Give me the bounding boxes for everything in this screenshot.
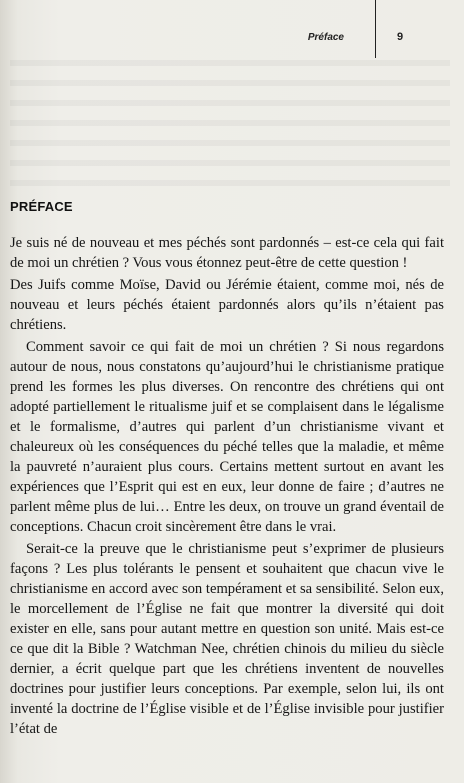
section-title: PRÉFACE <box>10 199 73 214</box>
body-text <box>10 233 444 739</box>
page-number: 9 <box>397 31 404 43</box>
paragraph: Je suis né de nouveau et mes péchés sont pardonnés – est-ce cela qui fait de moi un chrétien ? Vous vous étonnez peut-être de cette question ! <box>10 235 444 271</box>
header-divider <box>375 0 376 58</box>
show-through-text <box>10 60 450 190</box>
paragraph: Comment savoir ce qui fait de moi un chrétien ? Si nous regardons autour de nous, nous constatons qu’aujourd’hui le christianisme pratique prend les formes les plus diverses. On rencontre des chrétiens qui ont adopté partiellement le ritualisme juif et se complaisent dans le légalisme et le formalisme, d’autres qui parlent d’un christianisme vivant et chaleureux où les conséquences du péché telles que la maladie, et même la pauvreté n’auraient plus cours. Certains mettent surtout en avant les expériences que l’Esprit qui est en eux, leur donne de faire ; d’autres ne parlent même plus de lui… Entre les deux, on trouve un grand éventail de conceptions. Chacun croit sincèrement être dans le vrai. <box>10 339 444 535</box>
paragraph: Des Juifs comme Moïse, David ou Jérémie étaient, comme moi, nés de nouveau et leurs péchés étaient pardonnés alors qu’ils n’étaient pas chrétiens. <box>10 277 444 333</box>
paragraph: Serait-ce la preuve que le christianisme peut s’exprimer de plusieurs façons ? Les plus tolérants le pensent et souhaitent que chacun vive le christianisme en accord avec son tempérament et sa sensibilité. Selon eux, le morcellement de l’Église ne fait que montrer la diversité qui doit exister en elle, sans pour autant mettre en question son unité. Mais est-ce ce que dit la Bible ? Watchman Nee, chrétien chinois du milieu du siècle dernier, a écrit quelque part que les chrétiens inventent de nouvelles doctrines pour justifier leurs conceptions. Par exemple, selon lui, ils ont inventé la doctrine de l’Église visible et de l’Église invisible pour justifier l’état de <box>10 541 444 737</box>
running-title: Préface <box>307 32 344 43</box>
